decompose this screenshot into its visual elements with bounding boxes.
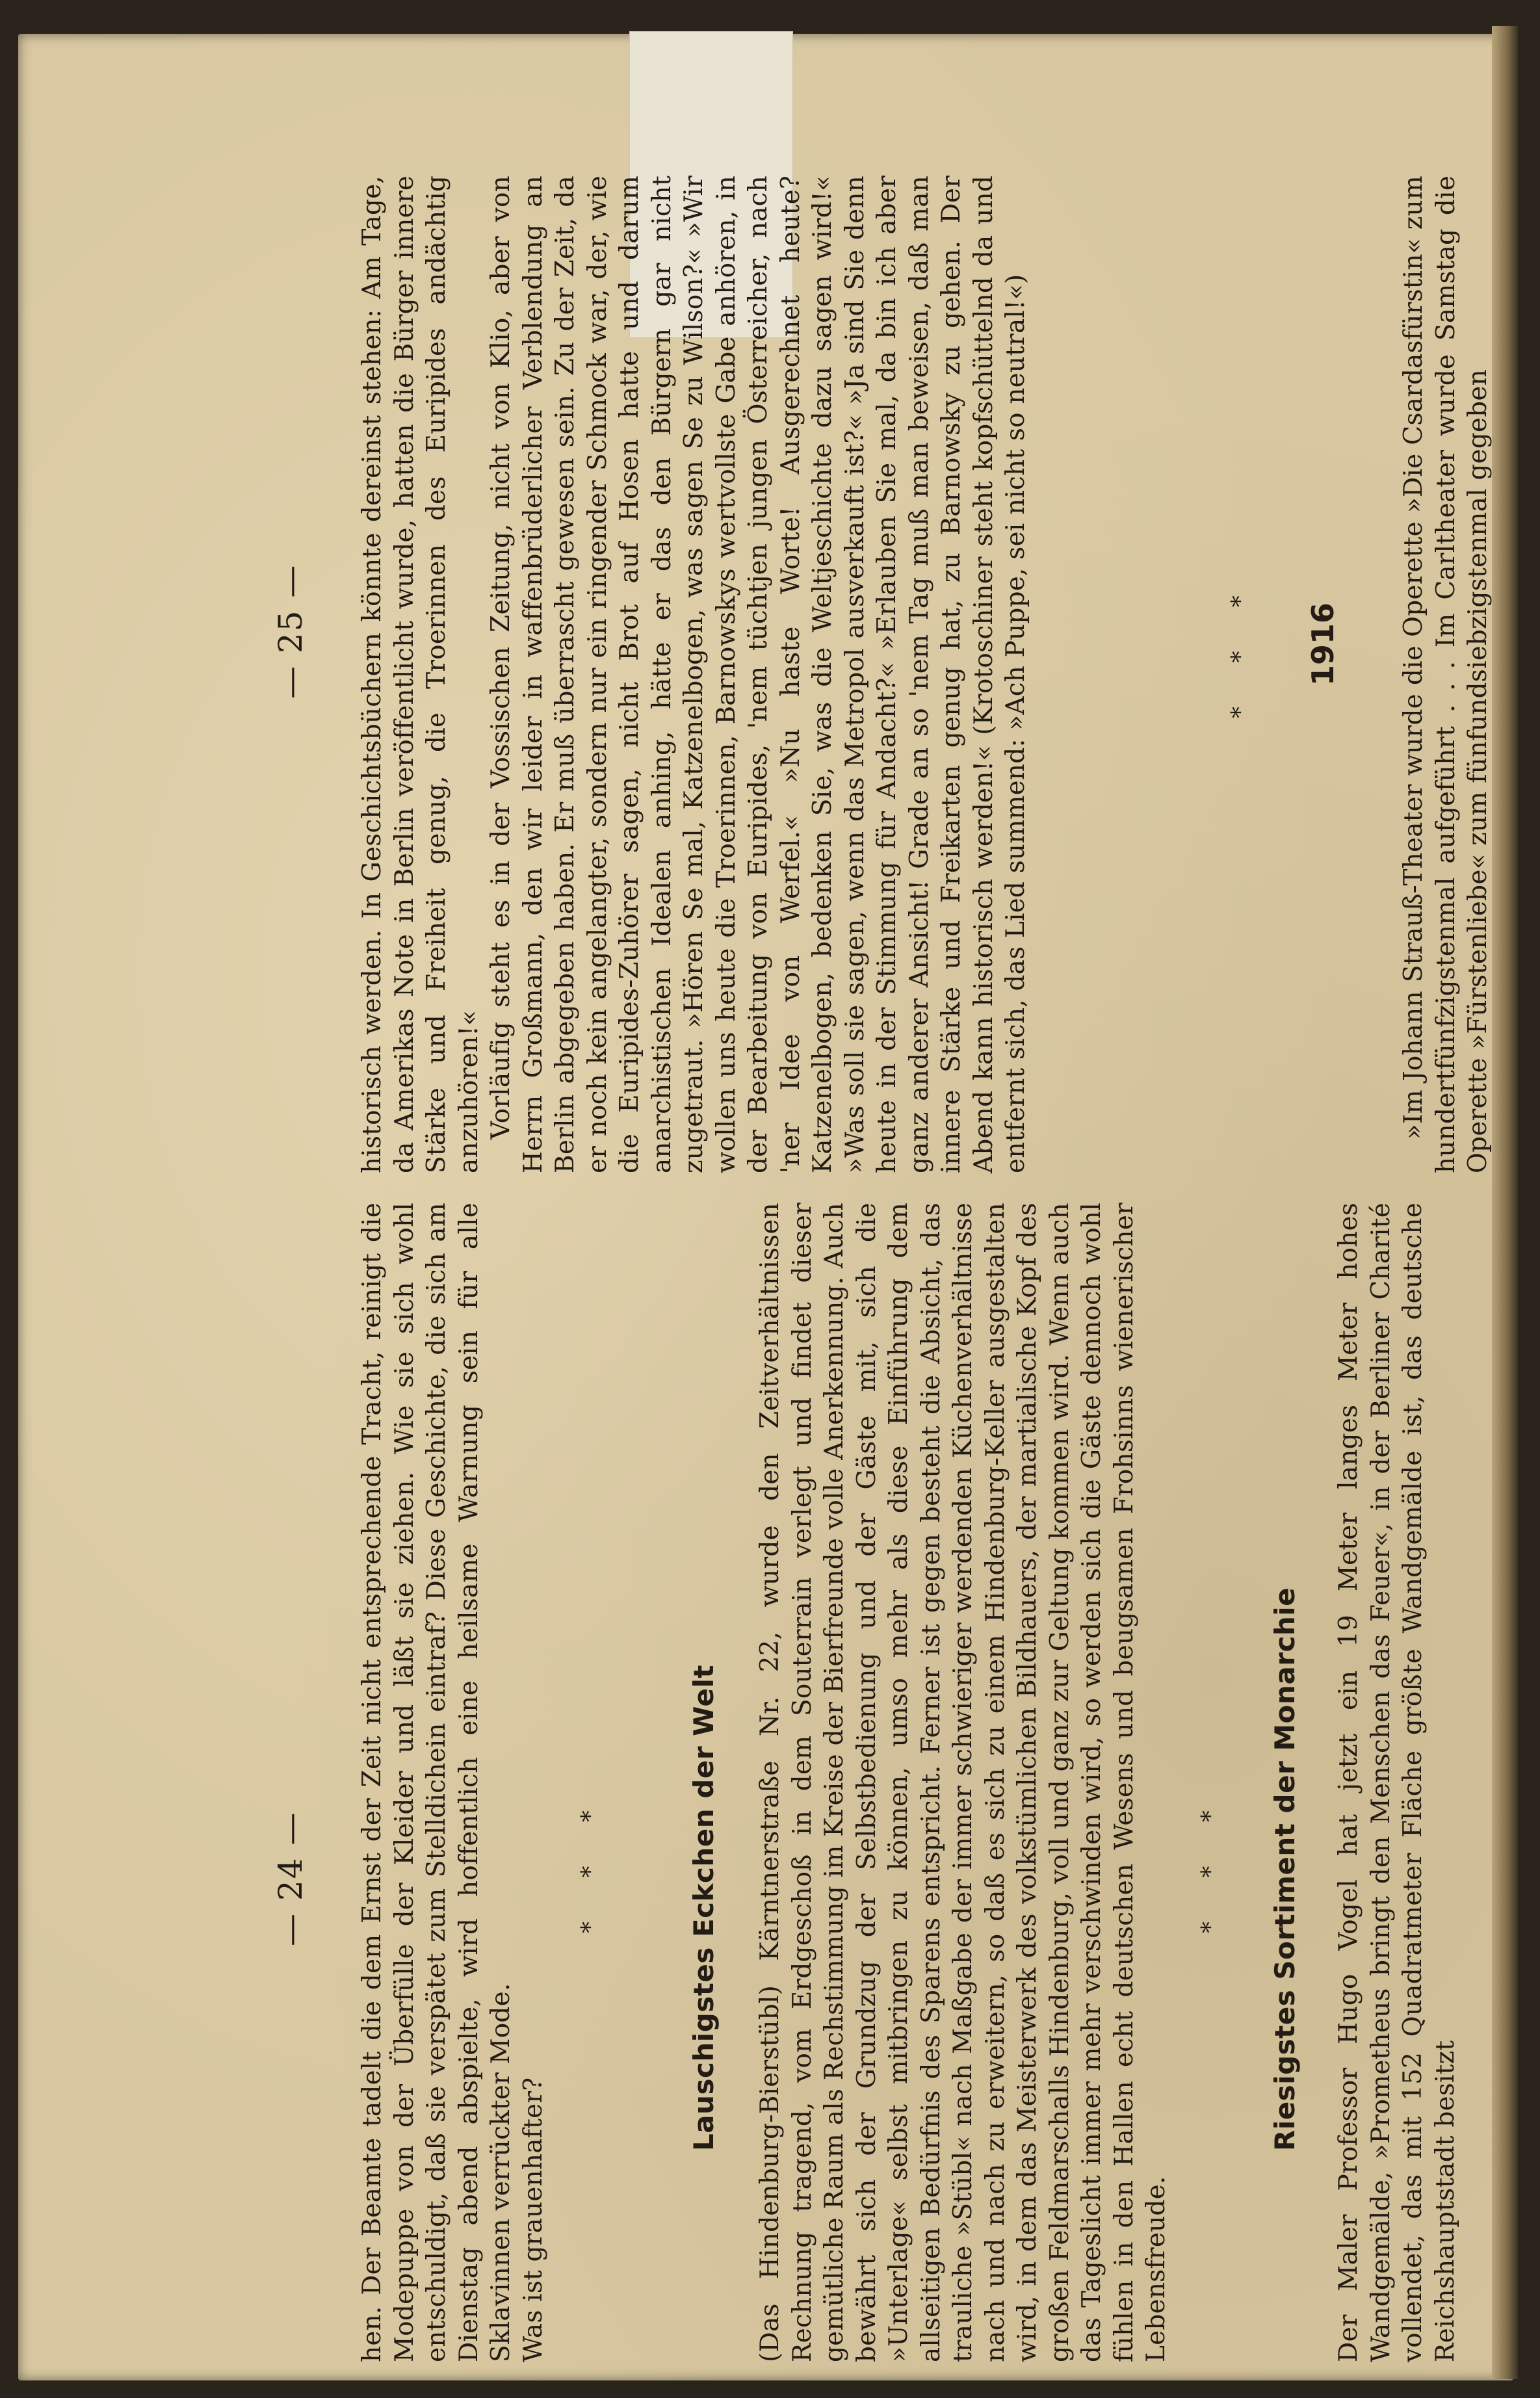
- section1-paragraph: (Das Hindenburg-Bierstübl) Kärntnerstraße Nr. 22, wurde den Zeitverhältnissen Rechnung tragend, vom Erdgeschoß in dem Souterrain verlegt und findet dieser gemütliche Raum als Rechstimmung im Kreise der Bierfreunde volle Anerkennung. Auch bewährt sich der Grundzug der Selbstbedienung und der Gäste mit, sich die »Unterlage« selbst mitbringen zu können, umso mehr als diese Einführung dem allseitigen Bedürfnis des Sparens entspricht. Ferner ist gegen besteht die Absicht, das trauliche »Stübl« nach Maßgabe der immer schwieriger werdenden Küchenverhältnisse nach und nach zu erweitern, so daß es sich zu einem Hindenburg-Keller ausgestalten wird, in dem das Meisterwerk des volkstümlichen Bildhauers, der martialische Kopf des großen Feldmarschalls Hindenburg, voll und ganz zur Geltung kommen wird. Wenn auch das Tageslicht immer mehr verschwinden wird, so werden sich die Gäste dennoch wohl fühlen in den Hallen echt deutschen Wesens und beugsamen Frohsinns wienerischer Lebensfreude.: [755, 1203, 1171, 2362]
- left-separator-stars: * * *: [577, 1792, 604, 1933]
- left-question: Was ist grauenhafter?: [518, 2077, 548, 2362]
- left-section1: [754, 1203, 1173, 2362]
- right-bottom-paragraph: »Im Johann Strauß-Theater wurde die Operette »Die Csardasfürstin« zum hundertfünfzigstenmal aufgeführt . . . Im Carltheater wurde Samstag die Operette »Fürstenliebe« zum fünfundsiebzigstenmal gegeben: [1399, 176, 1493, 1173]
- heading-riesigstes: Riesigstes Sortiment der Monarchie: [1269, 1587, 1301, 2151]
- page-number-24: — 24 —: [272, 1811, 309, 1946]
- left-top-paragraph: hen. Der Beamte tadelt die dem Ernst der Zeit nicht entsprechende Tracht, reinigt die Modepuppe von der Überfülle der Kleider und läßt sie ziehen. Wie sie sich wohl entschuldigt, daß sie verspätet zum Stelldichein eintraf? Diese Geschichte, die sich am Dienstag abend abspielte, wird hoffentlich eine heilsame Warnung sein für alle Sklavinnen verrückter Mode.: [358, 1203, 516, 2362]
- right-bottom-text: [1398, 176, 1494, 1173]
- left-separator-stars-2: * * *: [1197, 1792, 1224, 1933]
- right-top-text: [356, 176, 1032, 1173]
- right-top-paragraph: historisch werden. In Geschichtsbüchern könnte dereinst stehen: Am Tage, da Amerikas Note in Berlin veröffentlicht wurde, hatten die Bürger innere Stärke und Freiheit genug, die Troerinnen des Euripides andächtig anzuhören!«: [358, 176, 484, 1173]
- year-heading-1916: 1916: [1305, 602, 1340, 686]
- right-separator-stars: * * *: [1227, 577, 1254, 718]
- heading-lauschigstes: Lauschigstes Eckchen der Welt: [688, 1665, 720, 2151]
- right-main-paragraph: Vorläufig steht es in der Vossischen Zeitung, nicht von Klio, aber von Herrn Großmann, den wir leider in waffenbrüderlicher Verblendung an Berlin abgegeben haben. Er muß überrascht gewesen sein. Zu der Zeit, da er noch kein angelangter, sondern nur ein ringender Schmock war, der, wie die Euripides-Zuhörer sagen, nicht Brot auf Hosen hatte und darum anarchistischen Idealen anhing, hätte er das den Bürgern gar nicht zugetraut. »Hören Se mal, Katzenelbogen, was sagen Se zu Wilson?« »Wir wollen uns heute die Troerinnen, Barnowskys wertvollste Gabe anhören, in der Bearbeitung von Euripides, 'nem tüchtjen jungen Österreicher, nach 'ner Idee von Werfel.« »Nu haste Worte! Ausgerechnet heute? Katzenelbogen, bedenken Sie, was die Weltjeschichte dazu sagen wird!« »Was soll sie sagen, wenn das Metropol ausverkauft ist?« »Ja sind Sie denn heute in der Stimmung für Andacht?« »Erlauben Sie mal, da bin ich aber ganz anderer Ansicht! Grade an so 'nem Tag muß man beweisen, daß man innere Stärke und Freikarten genug hat, zu Barnowsky zu gehen. Der Abend kann historisch werden!« (Krotoschiner steht kopfschüttelnd da und entfernt sich, das Lied summend: »Ach Puppe, sei nicht so neutral!«): [486, 176, 1030, 1173]
- section2-paragraph: Der Maler Professor Hugo Vogel hat jetzt ein 19 Meter langes Meter hohes Wandgemälde, »Prometheus bringt den Menschen das Feuer«, in der Berliner Charité vollendet, das mit 152 Quadratmeter Fläche größte Wandgemälde ist, das deutsche Reichshauptstadt besitzt: [1334, 1203, 1460, 2362]
- page-number-25: — 25 —: [272, 564, 309, 699]
- left-top-text: [356, 1203, 549, 2362]
- page-24: [0, 1199, 1540, 2398]
- left-section2: [1333, 1203, 1461, 2362]
